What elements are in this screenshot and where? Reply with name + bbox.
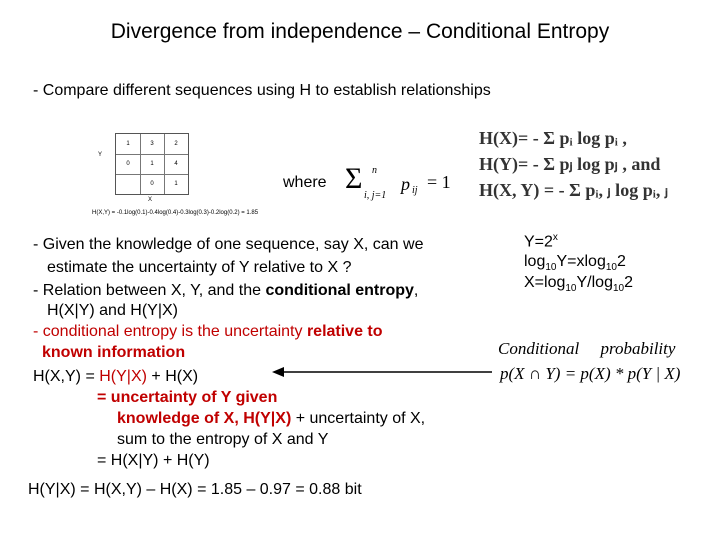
log-line-3: $X=\log_{10}Y/\log_{10}2$	[524, 274, 633, 295]
matrix-cell: 2	[174, 141, 178, 147]
matrix-cell	[116, 174, 140, 194]
matrix-y-axis-label: Y	[98, 152, 103, 158]
entropy-def-y: H(Y)= - Σ pⱼ log pⱼ , and	[479, 154, 661, 174]
conditional-probability-heading: Conditional probability	[498, 339, 676, 358]
arrow-icon	[270, 362, 495, 382]
sum-subscript: i, j=1	[364, 190, 387, 201]
bullet-3-line-1: - conditional entropy is the uncertainty relative to	[33, 323, 383, 340]
matrix-cell: 1	[174, 181, 178, 187]
sum-equals: = 1	[427, 172, 451, 192]
sum-superscript: n	[372, 165, 377, 176]
entropy-def-xy: H(X, Y) = - Σ pᵢ, ⱼ log pᵢ, ⱼ	[479, 180, 669, 200]
bullet-2-line-2: H(X|Y) and H(Y|X)	[47, 302, 179, 319]
equation-line-4: sum to the entropy of X and Y	[117, 431, 329, 448]
sum-term: p	[401, 174, 410, 194]
matrix-caption: H(X,Y) = -0.1log(0.1)-0.4log(0.4)-0.3log(0.3)-0.2log(0.2) = 1.85	[92, 210, 259, 216]
equation-line-2: = uncertainty of Y given	[97, 389, 278, 406]
bullet-1-line-1: - Given the knowledge of one sequence, say X, can we	[33, 236, 424, 253]
intro-text: - Compare different sequences using H to establish relationships	[33, 82, 491, 99]
equation-result: H(Y|X) = H(X,Y) – H(X) = 1.85 – 0.97 = 0.88 bit	[28, 481, 362, 498]
matrix-cell: 3	[150, 141, 154, 147]
bullet-1-line-2: estimate the uncertainty of Y relative to X ?	[47, 259, 352, 276]
sum-symbol: Σ	[345, 162, 363, 195]
equation-joint-entropy: H(X,Y) = H(Y|X) + H(X)	[33, 368, 199, 385]
page-title: Divergence from independence – Conditional Entropy	[110, 20, 610, 43]
entropy-def-x: H(X)= - Σ pᵢ log pᵢ ,	[479, 128, 627, 148]
sum-term-subscript: ij	[412, 185, 418, 196]
conditional-probability-formula: p(X ∩ Y) = p(X) * p(Y | X)	[500, 364, 681, 383]
equation-line-5: = H(X|Y) + H(Y)	[97, 452, 210, 469]
log-line-2: $\log_{10}Y=xlog_{10}2$	[524, 253, 626, 274]
matrix-cell: 0	[126, 161, 130, 167]
matrix-cell: 4	[174, 161, 178, 167]
where-label: where	[283, 174, 327, 191]
probability-matrix	[115, 133, 189, 195]
matrix-cell: 0	[150, 181, 154, 187]
matrix-cell: 1	[150, 161, 154, 167]
matrix-cell: 1	[126, 141, 130, 147]
bullet-2-line-1: - Relation between X, Y, and the conditional entropy,	[33, 282, 419, 299]
bullet-3-line-2: known information	[42, 344, 186, 361]
log-line-1: $Y=2^x$	[524, 232, 558, 251]
equation-line-3: knowledge of X, H(Y|X) + uncertainty of X,	[117, 410, 426, 427]
matrix-x-axis-label: X	[148, 197, 153, 203]
